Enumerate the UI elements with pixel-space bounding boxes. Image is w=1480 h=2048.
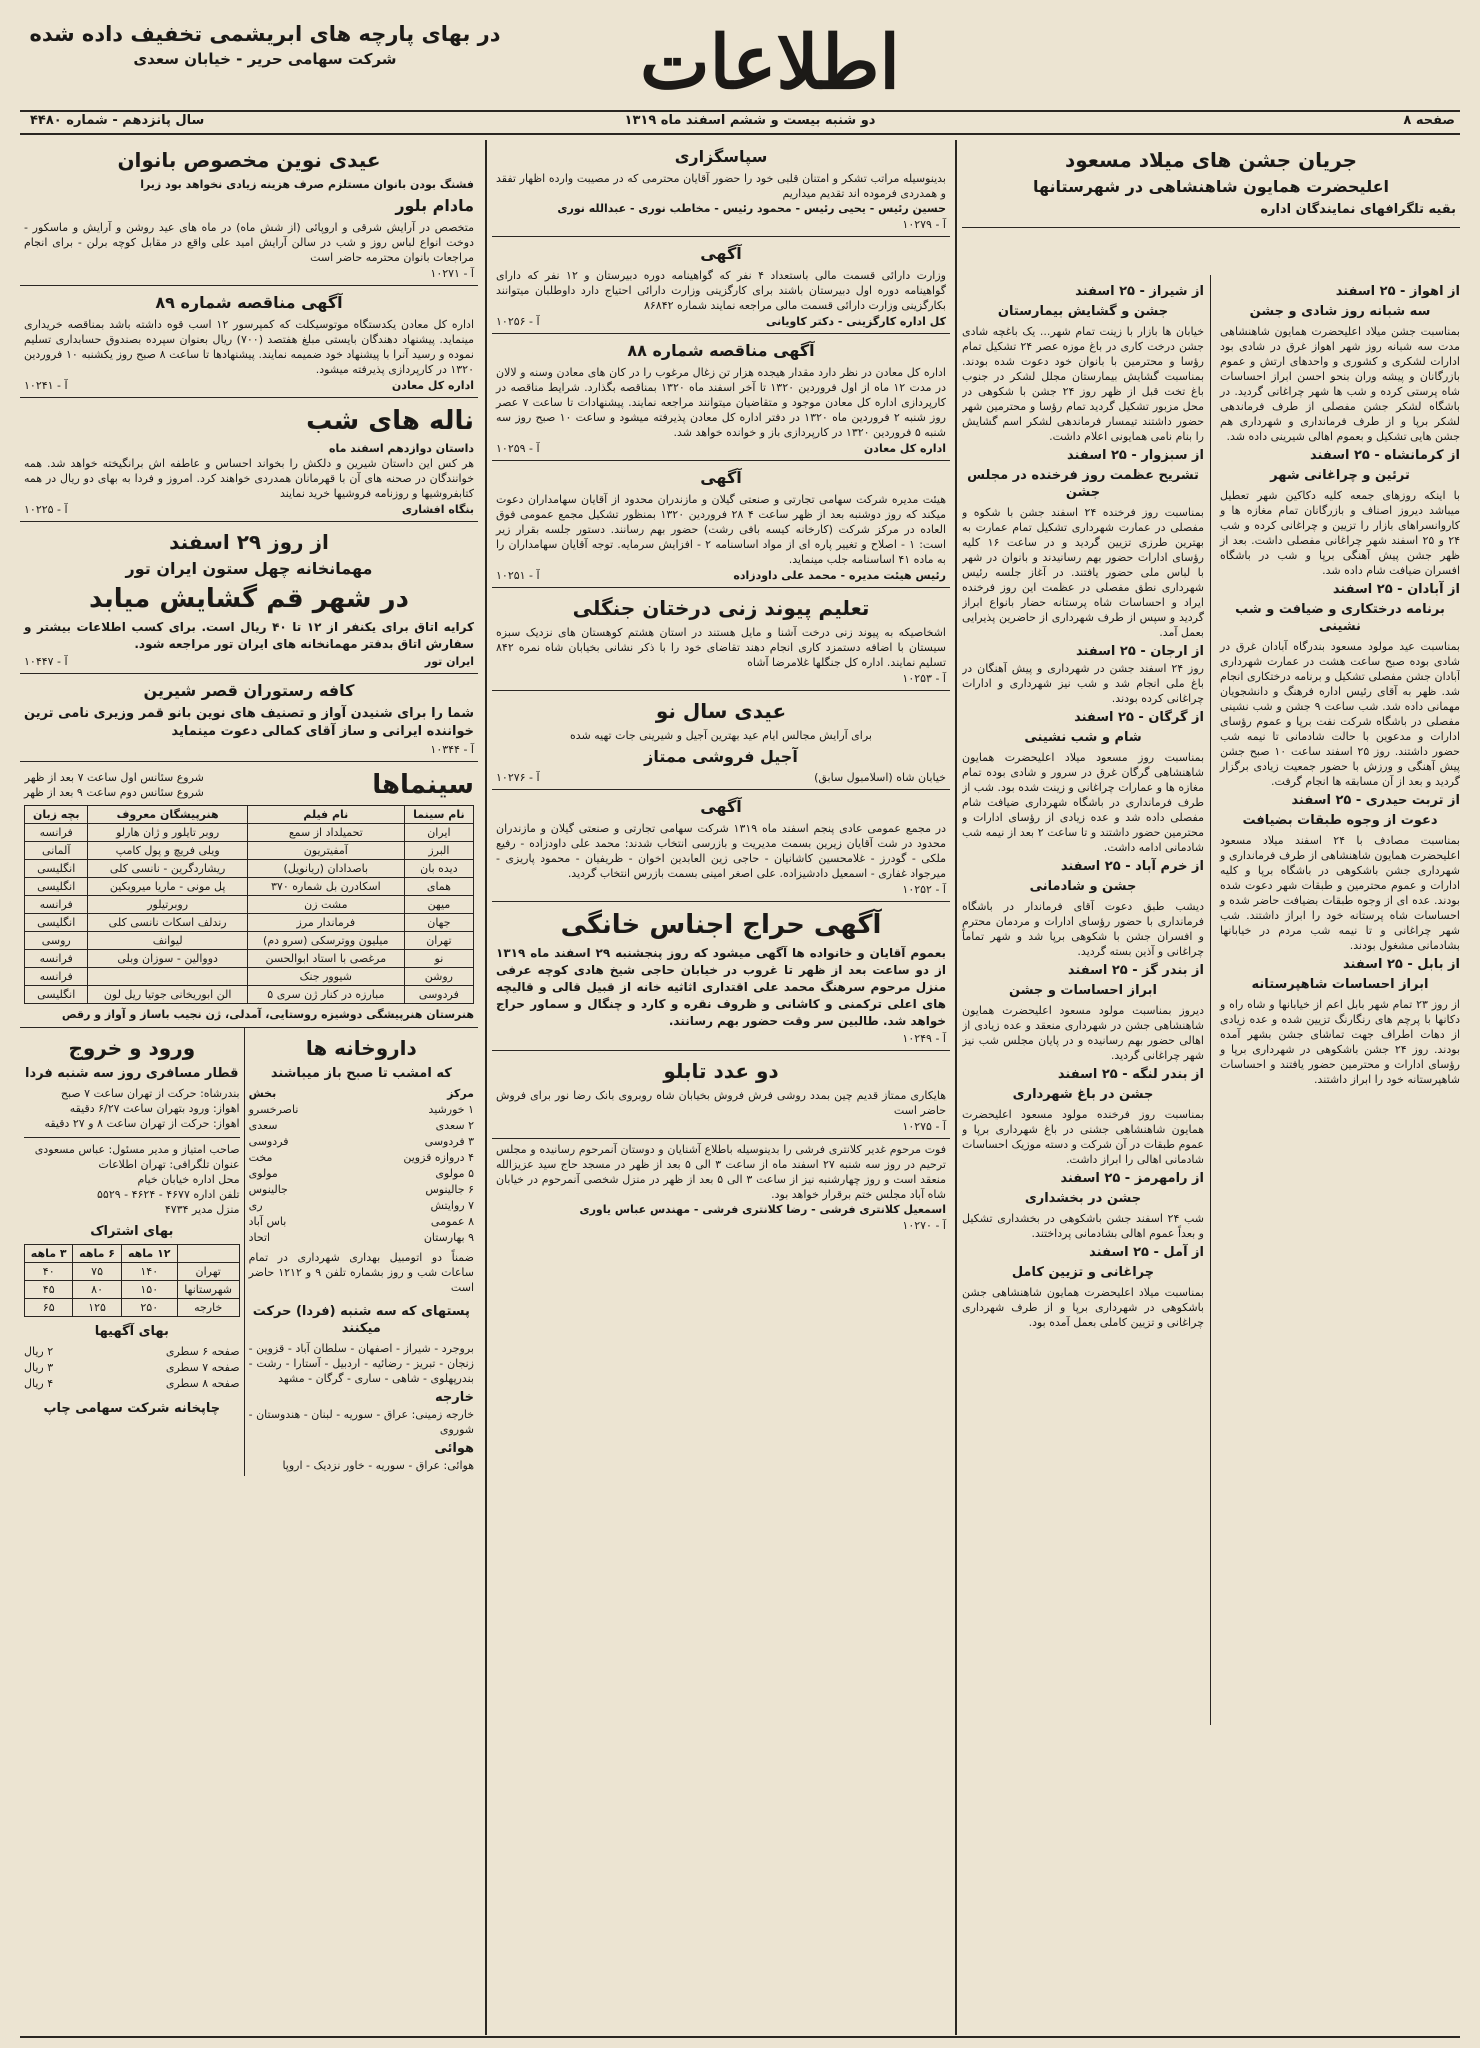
- page-number: صفحه ۸: [1403, 113, 1455, 128]
- pharmacy-row: [249, 1102, 474, 1118]
- subscription-header-cell: ۱۲ ماهه: [121, 1245, 177, 1263]
- cinema-cell: البرز: [404, 842, 473, 860]
- paintings-title: دو عدد تابلو: [663, 1059, 779, 1083]
- notice-2: [492, 461, 950, 588]
- headline-1: جریان جشن های میلاد مسعود: [1064, 148, 1358, 172]
- paintings-text: هایکاری ممتاز قدیم چین بمدد روشی فرش فروش بخیابان شاه روبروی بانک رضا نور برای فروش حاضر است: [496, 1089, 946, 1117]
- cinema-cell: فرانسه: [25, 968, 88, 986]
- news-text: شب ۲۴ اسفند جشن باشکوهی در بخشداری تشکیل و بعداً عموم اهالی بشادمانی پرداختند.: [962, 1212, 1204, 1240]
- pharmacy-header-cell: مرکز: [447, 1087, 474, 1100]
- right-subcolumn-right: [1220, 280, 1460, 1087]
- subscription-cell: خارجه: [177, 1299, 239, 1317]
- cinema-cell: لیوانف: [88, 932, 247, 950]
- right-subcolumn-left: [962, 280, 1204, 1330]
- cinema-table-body: [25, 824, 474, 1004]
- news-text: بمناسبت جشن میلاد اعلیحضرت همایون شاهنشاهی مدت سه شبانه روز شهر اهواز غرق در شادی بود ادارات لشکری و کشوری و واحدهای ارتش و عموم بازرگانان و پیشه وران بنحو احسن ابراز احساسات شاه پرستی کرده و شب ها شهر چراغانی گردید. در باشگاه لشکر جشن مفصلی از طرف فرماندهی لشکر برپا و از طرف فرمانداری و شهرداری هم جشن هایی تشکیل و بعموم اهالی شیرینی داده شد.: [1220, 325, 1460, 443]
- cinema-row: [25, 968, 474, 986]
- mail-foreign-title: خارجه: [435, 1390, 474, 1405]
- cinema-row: [25, 986, 474, 1004]
- cinema-cell: رندلف اسکات نانسی کلی: [88, 914, 247, 932]
- masthead-top-rule: [20, 110, 1460, 112]
- cinema-cell: ریشاردگرین - نانسی کلی: [88, 860, 247, 878]
- sub-heading: برنامه درختکاری و ضیافت و شب نشینی: [1235, 602, 1445, 634]
- subscription-body: [25, 1263, 240, 1317]
- cafe-ad: [20, 674, 478, 762]
- news-text: دیشب طبق دعوت آقای فرماندار در باشگاه فرمانداری با حضور رؤسای ادارات و مردمان محترم و افسران جشن با شکوهی برپا شد و شهر تماماً چراغانی و آذین بسته گردید.: [962, 900, 1204, 958]
- cinema-table: [24, 805, 474, 1004]
- travel-sub: قطار مسافری روز سه شنبه فردا: [25, 1066, 239, 1081]
- cinema-header-cell: هنرپیشگان معروف: [88, 806, 247, 824]
- cinema-cell: انگلیسی: [25, 914, 88, 932]
- cinema-cell: فرانسه: [25, 950, 88, 968]
- salon-title: عیدی نوین مخصوص بانوان: [117, 148, 381, 172]
- pharmacy-cell: ۷ روایتش: [430, 1199, 474, 1212]
- salon-sub: فشنگ بودن بانوان مستلزم صرف هزینه زیادی نخواهد بود زیرا: [140, 178, 474, 191]
- ad-ref: آ - ۱۰۲۵۳: [902, 672, 946, 685]
- ad-price-cell: ۲ ریال: [24, 1345, 54, 1358]
- cinema-cell: آمفیتریون: [247, 842, 404, 860]
- office-address: محل اداره خیابان خیام: [137, 1173, 240, 1186]
- sub-heading: جشن و گشایش بیمارستان: [997, 304, 1169, 319]
- ad-ref: آ - ۱۰۲۵۹: [496, 442, 540, 455]
- tender-89: [20, 286, 478, 398]
- subscription-cell: ۴۵: [25, 1281, 73, 1299]
- cafe-text: شما را برای شنیدن آواز و تصنیف های نوین بانو قمر وزیری نامی ترین خواننده ایرانی و ساز آقای کمالی دعوت مینماید: [24, 706, 474, 739]
- subscription-header-cell: ۶ ماهه: [73, 1245, 121, 1263]
- book-sub: داستان دوازدهم اسفند ماه: [329, 442, 474, 455]
- nuts-title: عیدی سال نو: [655, 699, 787, 723]
- subscription-cell: ۱۲۵: [73, 1299, 121, 1317]
- page-bottom-rule: [20, 2036, 1460, 2038]
- obituary-notice: [492, 1139, 950, 1237]
- subscription-row: [25, 1299, 240, 1317]
- pharmacy-list: [249, 1086, 474, 1246]
- news-text: با اینکه روزهای جمعه کلیه دکاکین شهر تعطیل میباشد دیروز اصناف و بازرگانان تمام مغازه ها و کاروانسراهای بازار را تزیین و چراغانی کرده و شب ۲۴ و ۲۵ اسفند شهر چراغانی مفصلی داشت. بعد از ظهر جشن پیش آهنگی برپا و شب در باشگاه افسران ضیافت شام داده شد.: [1220, 489, 1460, 577]
- cinema-cell: دیده بان: [404, 860, 473, 878]
- mail-text: بروجرد - شیراز - اصفهان - سلطان آباد - قزوین - زنجان - تبریز - رضائیه - اردبیل - آستارا - رشت - بندرپهلوی - شاهی - ساری - گرگان - مشهد: [248, 1342, 474, 1385]
- travel-title: ورود و خروج: [68, 1036, 196, 1060]
- travel-section: [20, 1028, 244, 1476]
- beauty-salon-ad: [20, 140, 478, 286]
- news-text: از روز ۲۳ تمام شهر بابل اعم از خیابانها و شاه راه و دکانها با پرچم های رنگارنگ تزیین شده و عده زیادی از دهات اطراف جهت تماشای جشن بشهر آمده بودند. روز ۲۴ جشن باشکوهی در شهرداری برپا و رؤسای ادارات و محترمین حضور یافتند و احساسات شاهپرستانه خود را ابراز داشتند.: [1220, 998, 1460, 1086]
- travel-item: بندرشاه: حرکت از تهران ساعت ۷ صبح: [60, 1087, 240, 1100]
- pharmacy-cell: باس آباد: [248, 1215, 287, 1228]
- auction-title: آگهی حراج اجناس خانگی: [560, 910, 882, 940]
- pharmacy-cell: مولوی: [248, 1167, 278, 1180]
- travel-item: اهواز: حرکت از تهران ساعت ۸ و ۲۷ دقیقه: [44, 1117, 240, 1130]
- obituary-signature: اسمعیل کلانتری فرشی - رضا کلانتری فرشی - مهندس عباس یاوری: [579, 1203, 946, 1216]
- ad-price-cell: صفحه ۷ سطری: [165, 1361, 240, 1374]
- cinema-table-header: [25, 806, 474, 824]
- pharmacy-header-cell: بخش: [248, 1087, 277, 1100]
- ad-price-cell: صفحه ۶ سطری: [165, 1345, 240, 1358]
- ad-ref: آ - ۱۰۲۷۰: [902, 1219, 946, 1232]
- grafting-title: تعلیم پیوند زنی درختان جنگلی: [572, 596, 870, 620]
- hotel-name: مهمانخانه چهل ستون ایران تور: [125, 559, 373, 578]
- pharmacy-cell: ۸ عمومی: [430, 1215, 474, 1228]
- pharmacy-row: [249, 1198, 474, 1214]
- cinema-cell: انگلیسی: [25, 878, 88, 896]
- ad-ref: آ - ۱۰۲۵۶: [496, 315, 540, 328]
- city-heading: از ارجان - ۲۵ اسفند: [1075, 644, 1204, 659]
- cinema-cell: شیوور جنک: [247, 968, 404, 986]
- subscription-cell: شهرستانها: [177, 1281, 239, 1299]
- auction-text: بعموم آقایان و خانواده ها آگهی میشود که روز پنجشنبه ۲۹ اسفند ماه ۱۳۱۹ از دو ساعت بعد از ظهر تا غروب در خیابان حاجی شیخ هادی کوچه عرفی منزل مرحوم سرهنگ محمد علی اقتداری اثاثیه خانه از قبیل قالی و قالیچه های اعلی ترکمنی و کاشانی و ظروف نقره و کارد و چنگال و سماور حراج خواهد شد. طالبین سر وقت حضور بهم رسانند.: [496, 946, 946, 1028]
- ad-price-cell: ۳ ریال: [24, 1361, 54, 1374]
- corner-ad-line2: شرکت سهامی حریر - خیابان سعدی: [133, 50, 397, 68]
- qom-hotel-ad: [20, 522, 478, 674]
- cinema-cell: ویلی فریچ و پول کامپ: [88, 842, 247, 860]
- cinema-row: [25, 842, 474, 860]
- cinema-row: [25, 824, 474, 842]
- book-ad: [20, 398, 478, 522]
- pharmacy-row: [249, 1214, 474, 1230]
- cinema-time-2: شروع سئانس دوم ساعت ۹ بعد از ظهر: [24, 786, 204, 799]
- cinema-header-cell: نام سینما: [404, 806, 473, 824]
- masthead: [0, 0, 1480, 130]
- corner-ad-line1: در بهای پارچه های ابریشمی تخفیف داده شده: [29, 22, 501, 46]
- pharmacy-cell: ۶ جالینوس: [425, 1183, 474, 1196]
- cinema-row: [25, 896, 474, 914]
- printer-name: چاپخانه شرکت سهامی چاپ: [43, 1401, 221, 1416]
- pharmacy-cell: ناصرخسرو: [248, 1103, 299, 1116]
- grafting-text: اشخاصیکه به پیوند زنی درخت آشنا و مایل هستند در استان هشتم کوهستان های نزدیک سبزه سیستان با اضافه دستمزد کاری انجام دهند تقاضای خود را با ذکر نشانی بخیابان شاه نمره ۸۴۲ تسلیم نمایند. اداره کل جنگلها غلامرضا آشاه: [496, 626, 946, 669]
- grafting-ad: [492, 588, 950, 691]
- mail-title: پستهای که سه شنبه (فردا) حرکت میکنند: [252, 1304, 470, 1336]
- news-text: بمناسبت عید مولود مسعود بندرگاه آبادان غرق در شادی بوده صبح ساعت هشت در عمارت شهرداری آبادان جشن مفصلی تشکیل و برنامه درختکاری انجام شد. ظهر به آقای رئیس اداره فرهنگ و دانشجویان مهمانی داده شد. شب ساعت ۹ جشن و شب نشینی مفصلی در باشگاه شرکت نفت برپا و عموم رؤسای ادارات و مدعوین با حالت شادمانی تا نیمه شب حضور داشتند. روز ۲۵ اسفند ساعت ۱۰ صبح جشن پیش آهنگی و ورزش با حضور جمعیت زیادی برگزار گردید و بعد از آن مسابقه ها انجام گرفت.: [1220, 640, 1460, 788]
- pharmacy-cell: ۱ خورشید: [428, 1103, 474, 1116]
- nuts-sub: برای آرایش مجالس ایام عید بهترین آجیل و شیرینی جات تهیه شده: [570, 729, 872, 742]
- cinema-row: [25, 932, 474, 950]
- notice-signature: کل اداره کارگزینی - دکتر کاویانی: [765, 315, 946, 328]
- tender-text: اداره کل معادن در نظر دارد مقدار هیجده هزار تن زغال مرغوب را در کان های معادن وسنه و لالان در مدت ۱۲ ماه از اول فروردین ۱۳۲۰ تا آخر اسفند ماه ۱۳۲۰ بمناقصه بگذارد. شرایط مناقصه در کارپردازی اداره کل معادن موجود و متقاضیان میتوانند مراجعه نمایند. پیشنهادات تا ساعت ۷ عصر روز شنبه ۲ فروردین ماه ۱۳۲۰ در دفتر اداره کل معادن پذیرفته میشود و ساعت ۱۰ صبح روز سه شنبه ۵ فروردین ۱۳۲۰ در کارپردازی باز و خوانده خواهد شد.: [496, 366, 946, 439]
- thanks-text: بدینوسیله مراتب تشکر و امتنان قلبی خود را حضور آقایان محترمی که در مصیبت وارده اظهار تفقد و همدردی فرموده اند تقدیم میداریم: [496, 172, 946, 200]
- cinema-cell: نو: [404, 950, 473, 968]
- notice-3: [492, 790, 950, 902]
- tender-text: اداره کل معادن یکدستگاه موتوسیکلت که کمپرسور ۱۲ اسب قوه داشته باشد بمناقصه خریداری مینماید. پیشنهاد دهندگان بایستی مبلغ هفتصد (۷۰۰) ریال بعنوان سپرده بصندوق حسابداری تسلیم نموده و رسید آنرا با پیشنهاد خود ضمیمه نمایند. پیشنهادها تا ساعت ۸ صبح روز یکشنبه ۱۰ فروردین ۱۳۲۰ در کارپردازی پذیرفته میشود.: [24, 318, 475, 376]
- headline-3: بقیه تلگرافهای نمایندگان اداره: [1260, 202, 1456, 217]
- city-heading: از بابل - ۲۵ اسفند: [1343, 957, 1460, 972]
- manager-phone: منزل مدیر ۴۷۳۴: [164, 1203, 240, 1216]
- cinema-cell: آلمانی: [25, 842, 88, 860]
- cinema-cell: روسی: [25, 932, 88, 950]
- newspaper-title: اطلاعات: [640, 20, 900, 106]
- thanks-names: حسین رئیس - یحیی رئیس - محمود رئیس - مخاطب نوری - عبدالله نوری: [557, 202, 946, 215]
- cinema-cell: مبارزه در کنار ژن سری ۵: [247, 986, 404, 1004]
- sub-heading: جشن در باغ شهرداری: [1012, 1087, 1154, 1102]
- issue-number: سال پانزدهم - شماره ۴۴۸۰: [30, 113, 205, 128]
- book-text: هر کس این داستان شیرین و دلکش را بخواند احساس و عاطفه اش برانگیخته خواهد شد. همه خوانندگان در صحنه های آن با قهرمانان همدردی خواهند کرد. امروز و فردا به بهای دو ریال در همه کتابفروشیها و روزنامه فروشیها خرید نمایند: [24, 457, 474, 500]
- city-heading: از سبزوار - ۲۵ اسفند: [1067, 448, 1204, 463]
- mail-air-text: هوائی: عراق - سوریه - خاور نزدیک - اروپا: [282, 1459, 474, 1472]
- ad-price-list: [24, 1344, 240, 1392]
- cinema-cell: فردوسی: [404, 986, 473, 1004]
- news-text: روز ۲۴ اسفند جشن در شهرداری و پیش آهنگان در باغ ملی انجام شد و شب نیز شهرداری و ادارات چراغانی کرده بودند.: [962, 662, 1204, 705]
- mail-foreign-text: خارجه زمینی: عراق - سوریه - لبنان - هندوستان - شوروی: [248, 1408, 474, 1436]
- city-heading: از آمل - ۲۵ اسفند: [1089, 1245, 1204, 1260]
- cinema-row: [25, 914, 474, 932]
- ad-ref: آ - ۱۰۲۲۵: [24, 503, 68, 516]
- city-heading: از کرمانشاه - ۲۵ اسفند: [1310, 448, 1460, 463]
- hotel-text: کرایه اتاق برای یکنفر از ۱۲ تا ۴۰ ریال است. برای کسب اطلاعات بیشتر و سفارش اتاق بدفتر مهمانخانه های ایران تور مراجعه شود.: [24, 620, 475, 651]
- subscription-row: [25, 1263, 240, 1281]
- cinema-header-cell: بچه زبان: [25, 806, 88, 824]
- cinema-cell: پل مونی - ماریا میروبکین: [88, 878, 247, 896]
- subscription-row: [25, 1281, 240, 1299]
- cinema-row: [25, 878, 474, 896]
- hotel-date: از روز ۲۹ اسفند: [169, 530, 329, 554]
- cinema-time-1: شروع سئانس اول ساعت ۷ بعد از ظهر: [24, 771, 204, 784]
- city-heading: از بندر لنگه - ۲۵ اسفند: [1057, 1067, 1204, 1082]
- ad-ref: آ - ۱۰۲۷۶: [496, 771, 540, 784]
- city-heading: از اهواز - ۲۵ اسفند: [1335, 284, 1460, 299]
- ad-ref: آ - ۱۰۲۵۲: [902, 883, 946, 896]
- city-heading: از بندر گز - ۲۵ اسفند: [1067, 963, 1204, 978]
- notice-title: آگهی: [700, 797, 742, 816]
- cinema-cell: مرغصی با استاد ابوالحسن: [247, 950, 404, 968]
- sub-heading: شام و شب نشینی: [1024, 730, 1142, 745]
- cinema-cell: انگلیسی: [25, 860, 88, 878]
- city-heading: از خرم آباد - ۲۵ اسفند: [1060, 859, 1204, 874]
- subscription-cell: تهران: [177, 1263, 239, 1281]
- telegram-address: عنوان تلگرافی: تهران اطلاعات: [98, 1158, 240, 1171]
- subscription-cell: ۲۵۰: [121, 1299, 177, 1317]
- subscription-cell: ۶۵: [25, 1299, 73, 1317]
- masthead-bottom-rule: [20, 133, 1460, 135]
- pharmacy-cell: سعدی: [248, 1119, 278, 1132]
- ad-ref: آ - ۱۰۴۴۷: [24, 655, 68, 668]
- notice-title: آگهی: [700, 468, 742, 487]
- ad-ref: آ - ۱۰۲۴۹: [902, 1032, 946, 1045]
- pharmacy-row: [249, 1230, 474, 1246]
- cinema-cell: روبرتیلور: [88, 896, 247, 914]
- pharmacy-cell: اتحاد: [248, 1231, 271, 1244]
- subscription-cell: ۴۰: [25, 1263, 73, 1281]
- notice-text: هیئت مدیره شرکت سهامی تجارتی و صنعتی گیلان و مازندران محدود از آقایان سهامداران دعوت میکند که روز دوشنبه بعد از ظهر ساعت ۴ ۲۸ فروردین ۱۳۲۰ بمنظور تشکیل مجمع عمومی فوق العاده در مرکز شرکت (کارخانه کیسه بافی رشت) حضور بهم رسانند. دستور جلسه بقرار زیر است: ۱ - اصلاح و تغییر پاره ای از مواد اساسنامه ۲ - افزایش سرمایه. توجه آقایان سهامداران را به ماده ۴۱ اساسنامه جلب مینماید.: [496, 493, 947, 566]
- middle-column: [492, 140, 950, 2035]
- ad-ref: آ - ۱۰۲۷۵: [902, 1120, 946, 1133]
- pharmacy-note: ضمناً دو اتومبیل بهداری شهرداری در تمام ساعات شب و روز بشماره تلفن ۹ و ۱۲۱۲ حاضر است: [248, 1251, 474, 1294]
- notice-1: [492, 237, 950, 334]
- subscription-header-cell: ۳ ماهه: [25, 1245, 73, 1263]
- news-text: بمناسبت روز فرخنده ۲۴ اسفند جشن با شکوه و مفصلی در عمارت شهرداری تشکیل تمام عمارت به بهترین طرزی تزیین گردید و در ساعت ۱۶ کلیه رؤسای ادارات حضور بهم رسانیدند و بانوان در شهر با لباس ملی حضور یافتند. در آغاز جلسه رئیس شهرداری نطق مفصلی در عظمت این روز فرخنده ایراد و احساسات شاه پرستانه حضار بانواع ابراز گردید و سپس از طرف شهرداری از حاضرین پذیرایی بعمل آمد.: [962, 506, 1204, 639]
- ad-ref: آ - ۱۰۲۷۹: [902, 218, 946, 231]
- subscription-cell: ۷۵: [73, 1263, 121, 1281]
- cinema-row: [25, 860, 474, 878]
- cinema-cell: میلیون ووترسکی (سرو دم): [247, 932, 404, 950]
- news-text: خیابان ها بازار با زینت تمام شهر... یک باغچه شادی جشن درخت کاری در باغ موزه عصر ۲۴ تشکیل تمام رؤسا و محترمین با بانوان خود دعوت شده بودند. بمناسبت گشایش بیمارستان مجلل لشکر در جنوب باغ تخت قبل از ظهر روز ۲۴ جشن با شکوهی در محل مزبور تشکیل گردید تمام رؤسا و محترمین شهر حضور داشتند تیمسار فرماندهی لشکر اسم گشایش را بنام نامی همایونی اعلام داشت.: [962, 325, 1204, 443]
- cinema-cell: جهان: [404, 914, 473, 932]
- cinema-cell: ایران: [404, 824, 473, 842]
- ad-ref: آ - ۱۰۲۴۱: [24, 379, 68, 392]
- cinema-cell: اسکادرن بل شماره ۳۷۰: [247, 878, 404, 896]
- news-text: بمناسبت میلاد اعلیحضرت همایون شاهنشاهی جشن باشکوهی در شهرداری برپا و از طرف شهرداری چراغانی و تزیین کاملی بعمل آمده بود.: [962, 1286, 1204, 1329]
- cinema-heading: سینماها: [372, 770, 474, 800]
- cinema-cell: مشت زن: [247, 896, 404, 914]
- cinema-header-cell: نام فیلم: [247, 806, 404, 824]
- ad-ref: آ - ۱۰۳۴۴: [430, 743, 474, 756]
- nuts-address: خیابان شاه (اسلامبول سابق): [814, 771, 946, 784]
- cinema-cell: روشن: [404, 968, 473, 986]
- sub-heading: سه شبانه روز شادی و جشن: [1249, 304, 1431, 319]
- office-phone: تلفن اداره ۴۶۷۷ - ۴۶۲۴ - ۵۵۲۹: [97, 1188, 240, 1201]
- left-column: [20, 140, 478, 2035]
- cinema-cell: فرماندار مرز: [247, 914, 404, 932]
- pharmacy-cell: جالینوس: [248, 1183, 288, 1196]
- ad-price-cell: ۴ ریال: [24, 1377, 54, 1390]
- pharmacy-title: داروخانه ها: [305, 1036, 417, 1060]
- cinema-cell: فرانسه: [25, 896, 88, 914]
- pharmacy-row: [249, 1118, 474, 1134]
- thanks-title: سپاسگزاری: [674, 147, 768, 166]
- sub-heading: جشن در بخشداری: [1024, 1191, 1142, 1206]
- right-column: [962, 140, 1460, 2035]
- hotel-city: در شهر قم گشایش میابد: [89, 584, 409, 614]
- tender-88: [492, 334, 950, 461]
- subscription-cell: ۸۰: [73, 1281, 121, 1299]
- subscription-cell: ۱۵۰: [121, 1281, 177, 1299]
- cinema-row: [25, 950, 474, 968]
- cinema-cell: تحمیلداد از سمع: [247, 824, 404, 842]
- issue-date: دو شنبه بیست و ششم اسفند ماه ۱۳۱۹: [624, 113, 876, 128]
- headline-2: اعلیحضرت همایون شاهنشاهی در شهرستانها: [1032, 177, 1390, 196]
- travel-item: اهواز: ورود بتهران ساعت ۶/۲۷ دقیقه: [69, 1102, 240, 1115]
- cinema-cell: تهران: [404, 932, 473, 950]
- ad-price-row: [24, 1376, 240, 1392]
- city-heading: از تربت حیدری - ۲۵ اسفند: [1291, 793, 1460, 808]
- notice-title: آگهی: [700, 244, 742, 263]
- sub-heading: دعوت از وجوه طبقات بضیافت: [1242, 813, 1438, 828]
- pharmacy-header-row: [249, 1086, 474, 1102]
- pharmacy-sub: که امشب تا صبح باز میباشند: [270, 1066, 452, 1081]
- pharmacy-cell: ۳ فردوسی: [424, 1135, 474, 1148]
- sub-heading: ابراز احساسات شاهپرستانه: [1251, 977, 1429, 992]
- sub-heading: تشریح عظمت روز فرخنده در مجلس جشن: [967, 468, 1199, 500]
- obituary-text: فوت مرحوم غدیر کلانتری فرشی را بدینوسیله باطلاع آشنایان و دوستان آنمرحوم رسانیده و مجلس ترحیم در روز سه شنبه ۲۷ اسفند ماه از ساعت ۳ الی ۵ بعد از ظهر در مسجد حاج سید عزیزالله منعقد است و روز چهارشنبه نیز از ساعت ۳ الی ۵ بعد از ظهر در منزل شخصی آنمرحوم در خیابان شاه آباد مجلس ختم برقرار خواهد بود.: [496, 1143, 946, 1201]
- ad-price-row: [24, 1344, 240, 1360]
- ad-price-title: بهای آگهیها: [94, 1324, 169, 1339]
- publisher-info: صاحب امتیاز و مدیر مسئول: عباس مسعودی: [34, 1143, 240, 1156]
- left-bottom-area: [20, 1028, 478, 1476]
- ad-price-row: [24, 1360, 240, 1376]
- cafe-title: کافه رستوران قصر شیرین: [143, 681, 355, 700]
- subscription-header-cell: [177, 1245, 239, 1263]
- sub-heading: ترئین و چراغانی شهر: [1270, 468, 1410, 483]
- news-text: دیروز بمناسبت مولود مسعود اعلیحضرت همایون شاهنشاهی جشن در شهرداری منعقد و عده زیادی از اهالی حضور بهم رسانیده و در پایان مجلس شب نیز شهر چراغانی گردید.: [962, 1004, 1204, 1062]
- news-text: بمناسبت روز مسعود میلاد اعلیحضرت همایون شاهنشاهی گرگان غرق در سرور و شادی بوده تمام مغازه ها و عمارات چراغانی و زینت شده بود. شب از طرف فرمانداری در باشگاه شهرداری ضیافت شام مفصلی داده شد و عده زیادی از رؤسای ادارات و محترمین حضور داشتند و تا ساعت ۲ بعد از نیمه شب شادمانی ادامه داشت.: [962, 751, 1204, 854]
- book-title: ناله های شب: [306, 406, 474, 436]
- column-rule-2: [485, 140, 487, 2035]
- pharmacy-cell: ری: [248, 1199, 263, 1212]
- subscription-table: [24, 1244, 240, 1317]
- tender-title: آگهی مناقصه شماره ۸۸: [627, 341, 815, 360]
- pharmacy-row: [249, 1134, 474, 1150]
- nuts-shop-ad: [492, 691, 950, 790]
- city-heading: از شیراز - ۲۵ اسفند: [1075, 284, 1204, 299]
- city-heading: از آبادان - ۲۵ اسفند: [1332, 582, 1460, 597]
- subscription-header: [25, 1245, 240, 1263]
- travel-list: [24, 1086, 240, 1131]
- news-text: بمناسبت روز فرخنده مولود مسعود اعلیحضرت همایون شاهنشاهی جشنی در باغ شهرداری برپا و عموم طبقات در آن شرکت و دسته موزیک احساسات شادمانی اهالی را ابراز داشت.: [962, 1108, 1204, 1166]
- pharmacy-cell: فردوسی: [248, 1135, 289, 1148]
- hotel-brand: ایران تور: [424, 655, 474, 668]
- cinema-cell: دووالین - سوزان وبلی: [88, 950, 247, 968]
- city-heading: از رامهرمز - ۲۵ اسفند: [1060, 1171, 1204, 1186]
- pharmacy-cell: ۵ مولوی: [435, 1167, 474, 1180]
- pharmacy-cell: ۴ دروازه قزوین: [403, 1151, 474, 1164]
- nuts-shop: آجیل فروشی ممتاز: [644, 747, 798, 766]
- cinema-cell: الن ابوریخانی جوتیا ریل لون: [88, 986, 247, 1004]
- mail-air-title: هوائی: [434, 1441, 474, 1456]
- tender-signature: اداره کل معادن: [391, 379, 474, 392]
- sub-heading: چراغانی و تزیین کامل: [1011, 1265, 1155, 1280]
- notice-text: وزارت دارائی قسمت مالی باستعداد ۴ نفر که گواهینامه دوره دبیرستان و ۱۲ نفر که دارای گواهینامه دوره اول دبیرستان باشند برای کارگزینی وزارت دارائی احتیاج دارد داوطلبان میتوانند بکارگزینی وزارت دارائی قسمت مالی مراجعه نمایند شماره ۸۶۸۴۲: [496, 269, 946, 312]
- ad-ref: آ - ۱۰۲۷۱: [430, 267, 474, 280]
- book-publisher: بنگاه افشاری: [401, 503, 474, 516]
- celebration-headline: [962, 140, 1460, 228]
- pharmacy-cell: ۹ بهارستان: [423, 1231, 474, 1244]
- notice-text: در مجمع عمومی عادی پنجم اسفند ماه ۱۳۱۹ شرکت سهامی تجارتی و صنعتی گیلان و مازندران محدود در شت آقایان زیرین بسمت مدیریت و بازرسی انتخاب شدند: محمد علی داودزاده - رفیع ملکی - گودرز - غلامحسین کاشانیان - حاجی زین العابدین اخوان - ظریفیان - محمود پاریزی - میرجواد غفاری - اسمعیل دادشیزاده. علی اصغر امینی بسمت بازرس انتخاب گردید.: [496, 822, 946, 880]
- cinema-cell: میهن: [404, 896, 473, 914]
- cinema-cell: انگلیسی: [25, 986, 88, 1004]
- cinema-footer: هنرستان هنرپیشگی دوشیزه روستایی، آمدلی، ژن نجیب باساز و آواز و رقص: [61, 1008, 474, 1021]
- tender-signature: اداره کل معادن: [863, 442, 946, 455]
- subscription-cell: ۱۴۰: [121, 1263, 177, 1281]
- salon-name: مادام بلور: [395, 196, 474, 215]
- pharmacy-section: [244, 1028, 478, 1476]
- cinema-cell: روبر تایلور و ژان هارلو: [88, 824, 247, 842]
- ad-ref: آ - ۱۰۲۵۱: [496, 569, 540, 582]
- corner-ad: [25, 20, 505, 70]
- pharmacy-cell: ۲ سعدی: [435, 1119, 474, 1132]
- salon-text: متخصص در آرایش شرقی و اروپائی (از شش ماه) در ماه های عید روشن و آرایش و ماسکور - دوخت انواع لباس روز و شب در سالن آرایش امید علی واقع در مقابل کوچه برلن - برای انجام مراجعات بانوان محترمه حاضر است: [24, 221, 474, 264]
- notice-signature: رئیس هیئت مدیره - محمد علی داودزاده: [733, 569, 946, 582]
- pharmacy-row: [249, 1182, 474, 1198]
- column-rule-1: [955, 140, 957, 2035]
- subscription-title: بهای اشتراک: [90, 1224, 174, 1239]
- cinema-cell: همای: [404, 878, 473, 896]
- tender-title: آگهی مناقصه شماره ۸۹: [155, 293, 343, 312]
- cinema-cell: [88, 968, 247, 986]
- news-text: بمناسبت مصادف با ۲۴ اسفند میلاد مسعود اعلیحضرت همایون شاهنشاهی از طرف فرمانداری و شهرداری جشن باشکوهی در باشگاه برپا و کلیه ادارات و عموم محترمین و طبقات شهر دعوت شده بودند. عده ای از وجوه طبقات بضیافت حاضر شده و احساسات شاه پرستانه خود را ابراز داشتند. شب شهر چراغانی و تا نیمه شب مردم در خیابانها بشادمانی مشغول بودند.: [1220, 834, 1460, 952]
- city-heading: از گرگان - ۲۵ اسفند: [1074, 710, 1204, 725]
- cinema-section: [20, 762, 478, 1028]
- ad-price-cell: صفحه ۸ سطری: [165, 1377, 240, 1390]
- cinema-cell: باصدادان (ریانویل): [247, 860, 404, 878]
- thanks-notice: [492, 140, 950, 237]
- cinema-cell: فرانسه: [25, 824, 88, 842]
- auction-ad: [492, 902, 950, 1051]
- sub-heading: جشن و شادمانی: [1029, 879, 1137, 894]
- pharmacy-row: [249, 1150, 474, 1166]
- paintings-ad: [492, 1051, 950, 1139]
- sub-heading: ابراز احساسات و جشن: [1009, 983, 1157, 998]
- pharmacy-cell: مخت: [248, 1151, 273, 1164]
- pharmacy-row: [249, 1166, 474, 1182]
